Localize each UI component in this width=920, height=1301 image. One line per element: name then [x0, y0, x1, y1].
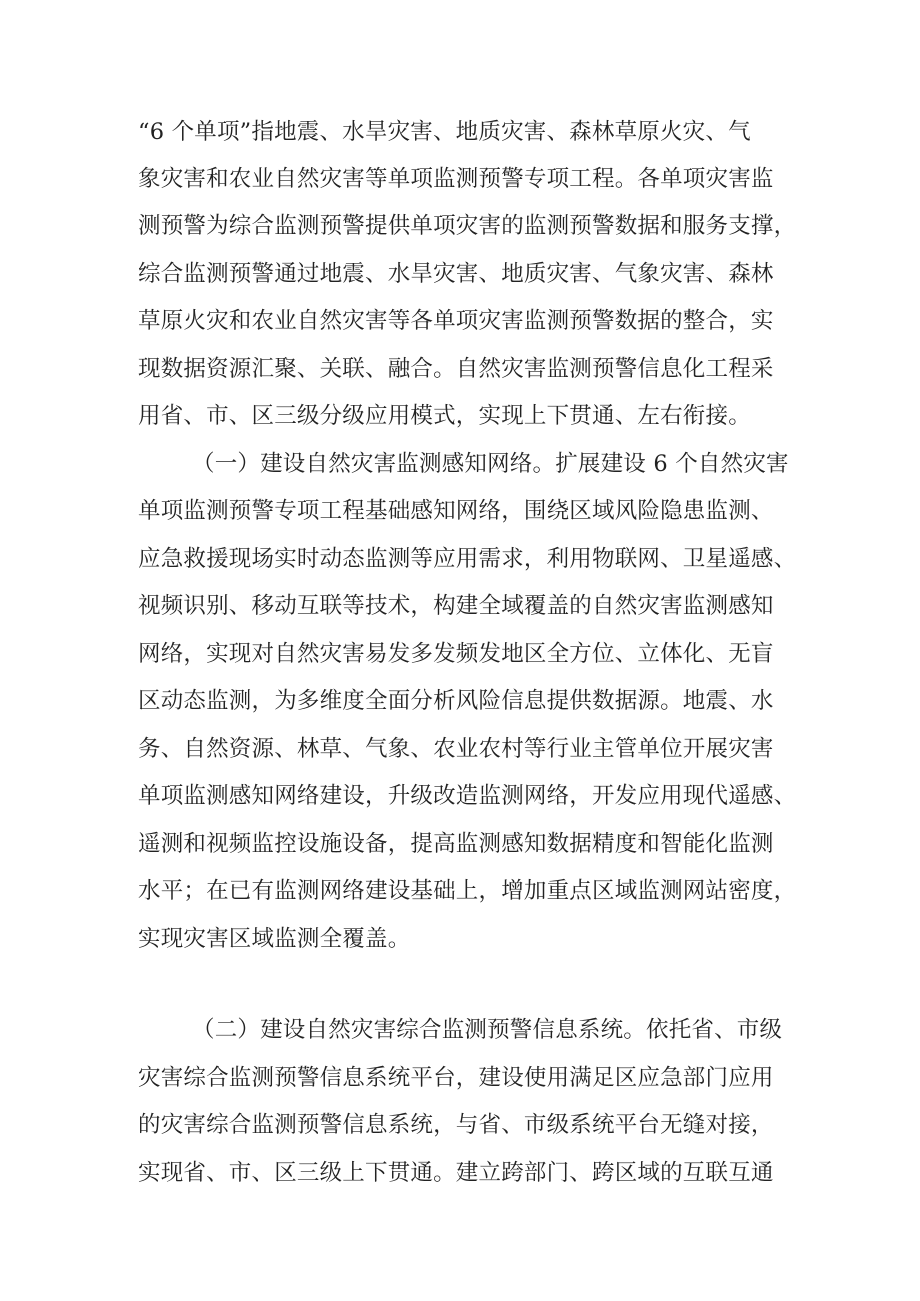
paragraph-3-line-1: （二）建设自然灾害综合监测预警信息系统。依托省、市级: [192, 1017, 783, 1043]
paragraph-1-line-6: 现数据资源汇聚、关联、融合。自然灾害监测预警信息化工程采: [138, 356, 774, 382]
paragraph-3-line-2: 灾害综合监测预警信息系统平台，建设使用满足区应急部门应用: [138, 1065, 774, 1091]
paragraph-2-line-1: （一）建设自然灾害监测感知网络。扩展建设 6 个自然灾害: [192, 451, 789, 477]
paragraph-1-line-1: “6 个单项”指地震、水旱灾害、地质灾害、森林草原火灾、气: [138, 119, 751, 145]
paragraph-2-line-5: 网络，实现对自然灾害易发多发频发地区全方位、立体化、无盲: [138, 641, 774, 667]
paragraph-2-line-3: 应急救援现场实时动态监测等应用需求，利用物联网、卫星遥感、: [138, 546, 797, 572]
paragraph-3-line-4: 实现省、市、区三级上下贯通。建立跨部门、跨区域的互联互通: [138, 1160, 774, 1186]
paragraph-1-line-7: 用省、市、区三级分级应用模式，实现上下贯通、左右衔接。: [138, 403, 751, 429]
paragraph-2-line-9: 遥测和视频监控设施设备，提高监测感知数据精度和智能化监测: [138, 831, 774, 857]
paragraph-3-line-3: 的灾害综合监测预警信息系统，与省、市级系统平台无缝对接，: [138, 1112, 774, 1138]
paragraph-1-line-2: 象灾害和农业自然灾害等单项监测预警专项工程。各单项灾害监: [138, 166, 774, 192]
paragraph-2-line-11: 实现灾害区域监测全覆盖。: [138, 926, 411, 952]
paragraph-2-line-6: 区动态监测，为多维度全面分析风险信息提供数据源。地震、水: [138, 688, 774, 714]
paragraph-2-line-4: 视频识别、移动互联等技术，构建全域覆盖的自然灾害监测感知: [138, 593, 774, 619]
paragraph-1-line-3: 测预警为综合监测预警提供单项灾害的监测预警数据和服务支撑，: [138, 213, 797, 239]
paragraph-2-line-8: 单项监测感知网络建设，升级改造监测网络，开发应用现代遥感、: [138, 783, 797, 809]
paragraph-2-line-10: 水平；在已有监测网络建设基础上，增加重点区域监测网站密度，: [138, 878, 797, 904]
paragraph-1-line-4: 综合监测预警通过地震、水旱灾害、地质灾害、气象灾害、森林: [138, 261, 774, 287]
paragraph-2-line-2: 单项监测预警专项工程基础感知网络，围绕区域风险隐患监测、: [138, 498, 774, 524]
paragraph-1-line-5: 草原火灾和农业自然灾害等各单项灾害监测预警数据的整合，实: [138, 308, 774, 334]
paragraph-2-line-7: 务、自然资源、林草、气象、农业农村等行业主管单位开展灾害: [138, 736, 774, 762]
